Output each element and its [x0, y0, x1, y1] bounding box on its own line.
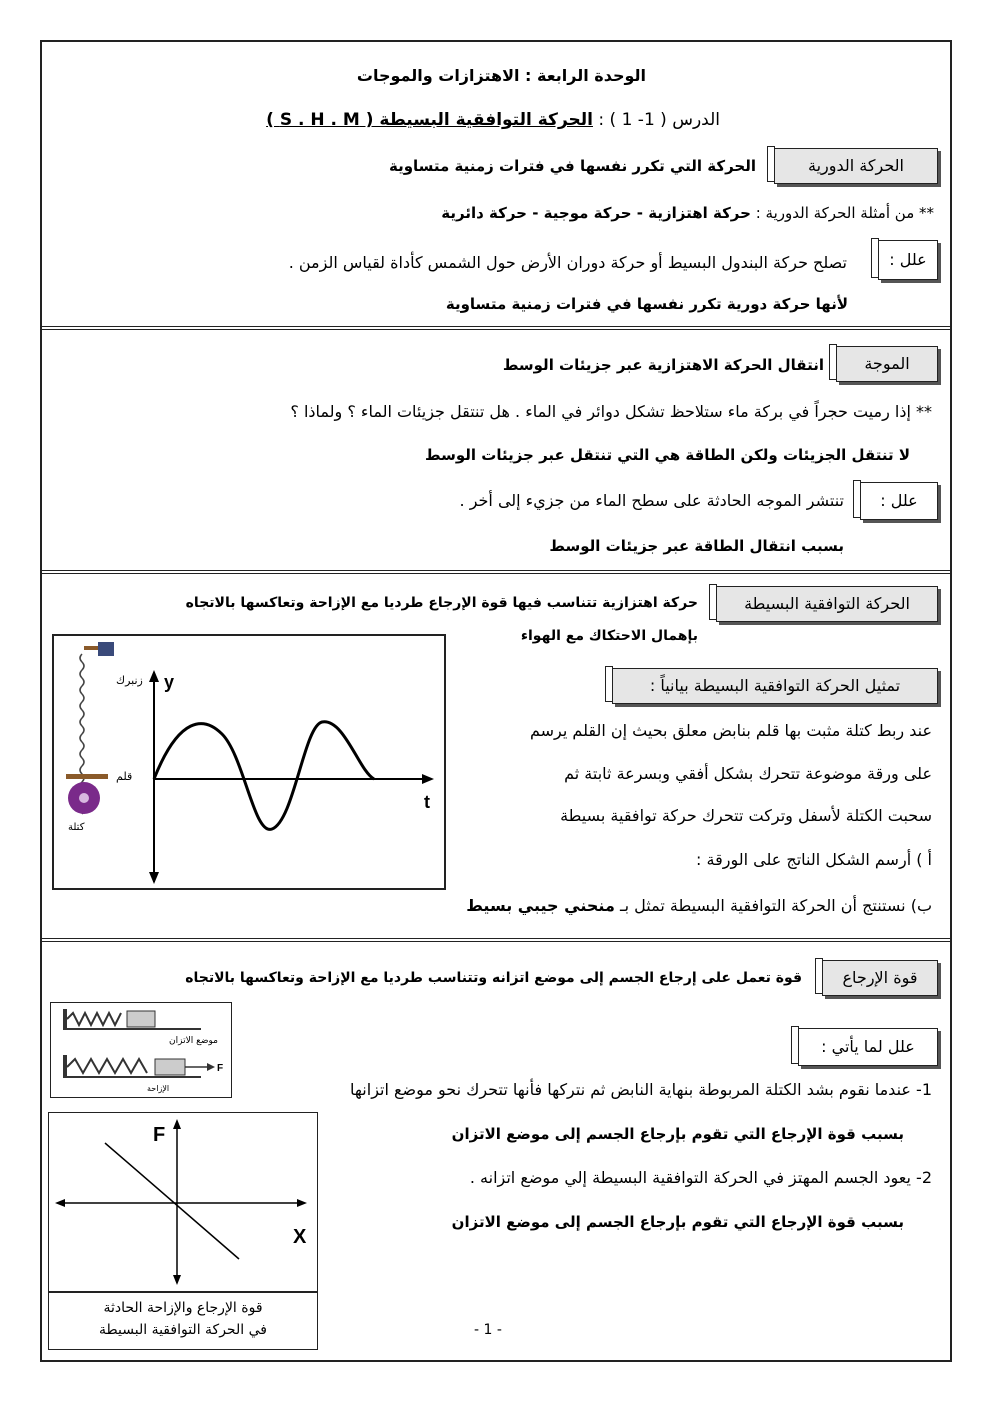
reason-box-periodic	[878, 240, 938, 280]
term-restoring: قوة الإرجاع	[842, 968, 918, 987]
spring-figure-drawing	[51, 1003, 231, 1097]
lesson-title: الحركة التوافقية البسيطة ( S . H . M )	[266, 110, 593, 130]
mass-label: كتلة	[68, 822, 85, 833]
restoring-question-2: 2- يعود الجسم المهتز في الحركة التوافقية البسيطة إلي موضع اتزانه .	[469, 1168, 932, 1187]
pen-label: قلم	[116, 770, 133, 783]
caption-line-2: في الحركة التوافقية البسيطة	[99, 1322, 267, 1338]
shm-question-b	[466, 896, 932, 915]
term-box-shm	[716, 586, 938, 622]
wave-answer: لا تنتقل الجزيئات ولكن الطاقة هي التي تنتقل عبر جزيئات الوسط	[425, 446, 910, 464]
shm-figure	[52, 634, 446, 890]
term-wave: الموجة	[864, 354, 910, 373]
spring-top	[67, 1013, 121, 1025]
t-axis-label: t	[424, 792, 430, 812]
shm-para-3: سحبت الكتلة لأسفل وتركت تتحرك حركة توافقية بسيطة	[560, 806, 932, 825]
reason-label: علل لما يأتي :	[821, 1037, 915, 1056]
x-axis-arrow-right	[297, 1199, 307, 1207]
block-top	[127, 1011, 155, 1027]
question-b-prefix: ب) نستنتج أن الحركة التوافقية البسيطة تمثل بـ	[619, 896, 932, 915]
equilibrium-label: موضع الاتزان	[169, 1036, 218, 1046]
wave-question: ** إذا رميت حجراً في بركة ماء ستلاحظ تشكل دوائر في الماء . هل تنتقل جزيئات الماء ؟ ولماذا ؟	[290, 402, 932, 421]
f-axis-label: F	[153, 1124, 166, 1146]
definition-shm-line1: حركة اهتزازية تتناسب فيها قوة الإرجاع طرديا مع الإزاحة وتعاكسها بالاتجاه	[185, 595, 698, 611]
term-shm: الحركة التوافقية البسيطة	[744, 594, 910, 613]
shm-para-2: على ورقة موضوعة تتحرك بشكل أفقي وبسرعة ثابتة ثم	[564, 764, 932, 783]
spring-displacement-figure	[50, 1002, 232, 1098]
examples-prefix: ** من أمثلة الحركة الدورية :	[755, 204, 934, 222]
question-b-answer: منحني جيبي بسيط	[466, 896, 615, 915]
wall-top	[63, 1009, 67, 1029]
f-axis-arrow-up	[173, 1119, 181, 1129]
graph-caption	[48, 1292, 318, 1350]
unit-title: الوحدة الرابعة : الاهتزازات والموجات	[356, 66, 646, 85]
section-divider	[40, 570, 952, 574]
restoring-force-line	[105, 1143, 239, 1259]
section-divider	[40, 938, 952, 942]
force-arrowhead	[207, 1063, 215, 1071]
force-graph-drawing	[49, 1113, 317, 1291]
reason-label: علل :	[889, 250, 927, 269]
f-axis-arrow-down	[173, 1275, 181, 1285]
restoring-answer-1: بسبب قوة الإرجاع التي تقوم بإرجاع الجسم إلى موضع الاتزان	[451, 1125, 904, 1143]
restoring-question-1: 1- عندما نقوم بشد الكتلة المربوطة بنهاية النابض ثم نتركها فأنها تتحرك نحو موضع اتزانها	[350, 1080, 932, 1099]
lesson-heading	[266, 110, 720, 130]
graph-representation-box	[612, 668, 938, 704]
reason-label: علل :	[880, 491, 918, 510]
force-label: F	[217, 1063, 224, 1074]
definition-periodic: الحركة التي تكرر نفسها في فترات زمنية متساوية	[388, 157, 756, 175]
definition-wave: انتقال الحركة الاهتزازية عبر جزيئات الوسط	[502, 356, 824, 374]
x-axis-arrow-left	[55, 1199, 65, 1207]
term-periodic: الحركة الدورية	[808, 156, 904, 175]
wave-reason-question: تنتشر الموجه الحادثة على سطح الماء من جزيء إلى أخر .	[459, 491, 844, 510]
spring-label: زنبرك	[116, 674, 143, 687]
pen	[66, 774, 108, 779]
page-number: - 1 -	[474, 1322, 502, 1338]
t-axis-arrow	[422, 774, 434, 784]
spring-mount	[98, 642, 114, 656]
restoring-answer-2: بسبب قوة الإرجاع التي تقوم بإرجاع الجسم إلى موضع الاتزان	[451, 1213, 904, 1231]
y-axis-label: y	[164, 672, 175, 692]
periodic-answer: لأنها حركة دورية تكرر نفسها في فترات زمنية متساوية	[445, 295, 848, 313]
block-bottom	[155, 1059, 185, 1075]
force-displacement-graph	[48, 1112, 318, 1292]
caption-line-1: قوة الإرجاع والإزاحة الحادثة	[103, 1300, 263, 1316]
reason-box-wave	[860, 482, 938, 520]
term-box-periodic	[774, 148, 938, 184]
mass-center	[79, 793, 89, 803]
shm-question-a: أ ) أرسم الشكل الناتج على الورقة :	[696, 850, 932, 869]
wave-reason-answer: بسبب انتقال الطاقة عبر جزيئات الوسط	[549, 537, 844, 555]
definition-restoring: قوة تعمل على إرجاع الجسم إلى موضع اتزانه وتتناسب طرديا مع الإزاحة وتعاكسها بالاتجاه	[185, 970, 802, 986]
graph-box-label: تمثيل الحركة التوافقية البسيطة بيانياً :	[649, 676, 901, 695]
section-divider	[40, 326, 952, 330]
shm-figure-drawing	[54, 636, 444, 888]
term-box-restoring	[822, 960, 938, 996]
x-axis-label: X	[293, 1226, 307, 1248]
displacement-label: الإزاحة	[147, 1084, 170, 1093]
sine-curve	[154, 722, 374, 830]
definition-shm-line2: بإهمال الاحتكاك مع الهواء	[520, 628, 698, 644]
periodic-examples	[441, 204, 934, 222]
lesson-prefix: الدرس ( 1- 1 ) :	[598, 110, 720, 130]
term-box-wave	[836, 346, 938, 382]
periodic-question: تصلح حركة البندول البسيط أو حركة دوران الأرض حول الشمس كأداة لقياس الزمن .	[288, 253, 847, 272]
spring-bottom	[67, 1059, 147, 1073]
y-axis-arrow-down	[149, 872, 159, 884]
wall-bottom	[63, 1055, 67, 1077]
reason-box-restoring	[798, 1028, 938, 1066]
shm-para-1: عند ربط كتلة مثبت بها قلم بنابض معلق بحيث إن القلم يرسم	[530, 721, 932, 740]
examples-list: حركة اهتزازية - حركة موجية - حركة دائرية	[441, 204, 751, 222]
y-axis-arrow	[149, 670, 159, 682]
